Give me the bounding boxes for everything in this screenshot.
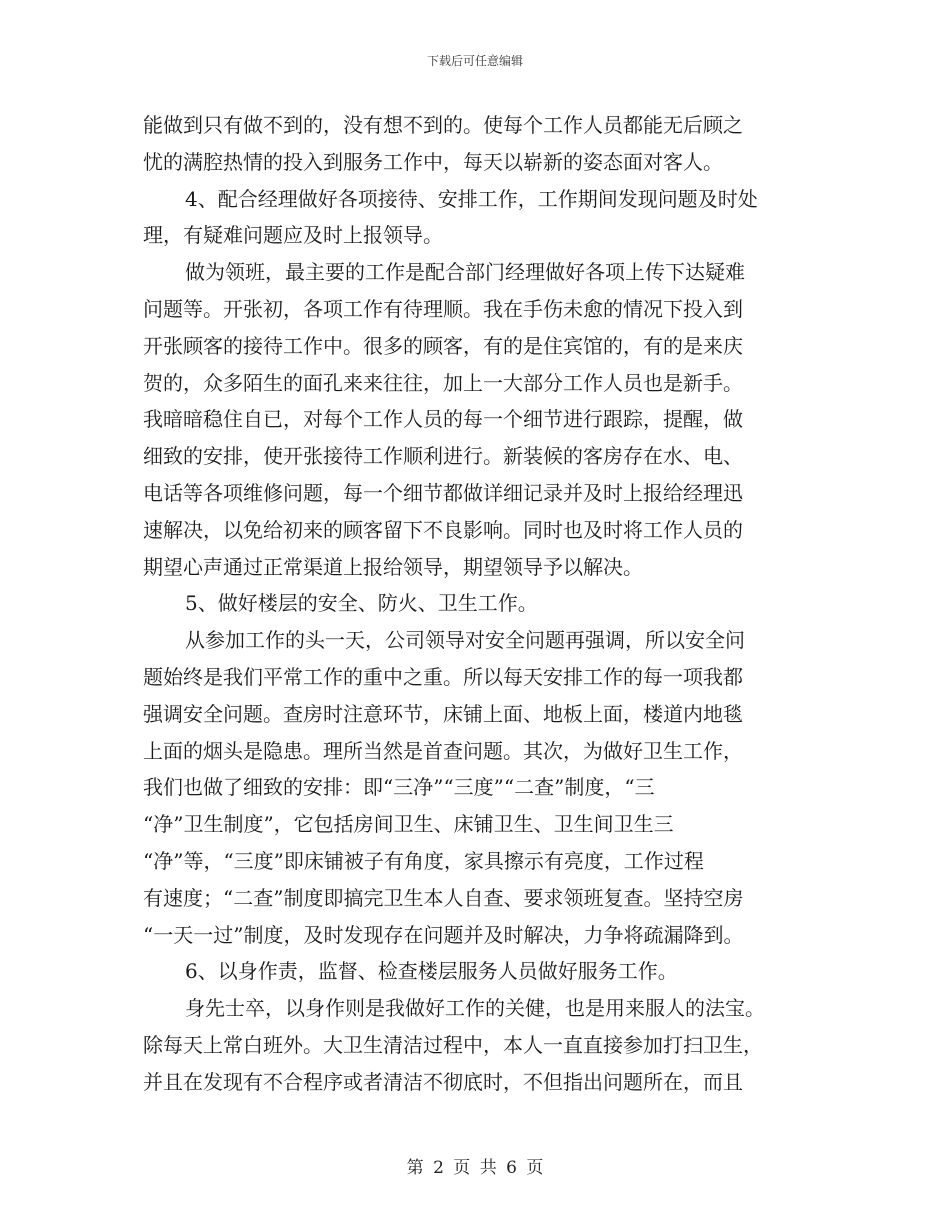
text-line: 理，有疑难问题应及时上报领导。 xyxy=(143,223,443,248)
text-line: 5、做好楼层的安全、防火、卫生工作。 xyxy=(185,591,538,616)
text-line: “净”等，“三度”即床铺被子有角度，家具擦示有亮度，工作过程 xyxy=(143,849,704,873)
text-line: 细致的安排，使开张接待工作顺利进行。新装候的客房存在水、电、 xyxy=(143,444,743,469)
text-line: 做为领班，最主要的工作是配合部门经理做好各项上传下达疑难 xyxy=(185,260,745,285)
text-line: 能做到只有做不到的，没有想不到的。使每个工作人员都能无后顾之 xyxy=(143,113,743,137)
text-line: 电话等各项维修问题，每一个细节都做详细记录并及时上报给经理迅 xyxy=(143,481,743,505)
text-line: 速解决，以免给初来的顾客留下不良影响。同时也及时将工作人员的 xyxy=(143,517,743,542)
text-line: “净”卫生制度”，它包括房间卫生、床铺卫生、卫生间卫生三 xyxy=(143,812,674,837)
text-line: 强调安全问题。查房时注意环节，床铺上面、地板上面，楼道内地毯 xyxy=(143,701,743,726)
page-header: 下载后可任意编辑 xyxy=(426,54,523,68)
text-line: 贺的，众多陌生的面孔来来往往，加上一大部分工作人员也是新手。 xyxy=(143,370,743,395)
text-line: 开张顾客的接待工作中。很多的顾客，有的是住宾馆的，有的是来庆 xyxy=(143,333,743,358)
text-line: 4、配合经理做好各项接待、安排工作，工作期间发现问题及时处 xyxy=(185,186,758,211)
text-line: 问题等。开张初，各项工作有待理顺。我在手伤未愈的情况下投入到 xyxy=(143,297,743,321)
text-line: 并且在发现有不合程序或者清洁不彻底时，不但指出问题所在，而且 xyxy=(143,1069,743,1094)
page-number-footer: 第 2 页 共 6 页 xyxy=(406,1158,544,1178)
text-line: “一天一过”制度，及时发现存在问题并及时解决，力争将疏漏降到。 xyxy=(143,922,744,947)
text-line: 有速度；“二查”制度即搞完卫生本人自查、要求领班复查。坚持空房 xyxy=(143,885,744,910)
text-line: 6、以身作责，监督、检查楼层服务人员做好服务工作。 xyxy=(185,959,678,984)
text-line: 我们也做了细致的安排：即“三净”“三度”“二查”制度，“三 xyxy=(143,775,655,800)
text-line: 除每天上常白班外。大卫生清洁过程中，本人一直直接参加打扫卫生， xyxy=(143,1033,763,1057)
text-line: 身先士卒，以身作则是我做好工作的关健，也是用来服人的法宝。 xyxy=(185,996,765,1021)
text-line: 上面的烟头是隐患。理所当然是首查问题。其次，为做好卫生工作， xyxy=(143,738,743,763)
text-line: 从参加工作的头一天，公司领导对安全问题再强调，所以安全问 xyxy=(185,628,745,653)
text-line: 忧的满腔热情的投入到服务工作中，每天以崭新的姿态面对客人。 xyxy=(143,149,723,174)
text-line: 我暗暗稳住自已，对每个工作人员的每一个细节进行跟踪，提醒，做 xyxy=(143,407,743,432)
text-line: 期望心声通过正常渠道上报给领导，期望领导予以解决。 xyxy=(143,554,643,579)
text-line: 题始终是我们平常工作的重中之重。所以每天安排工作的每一项我都 xyxy=(143,665,743,689)
